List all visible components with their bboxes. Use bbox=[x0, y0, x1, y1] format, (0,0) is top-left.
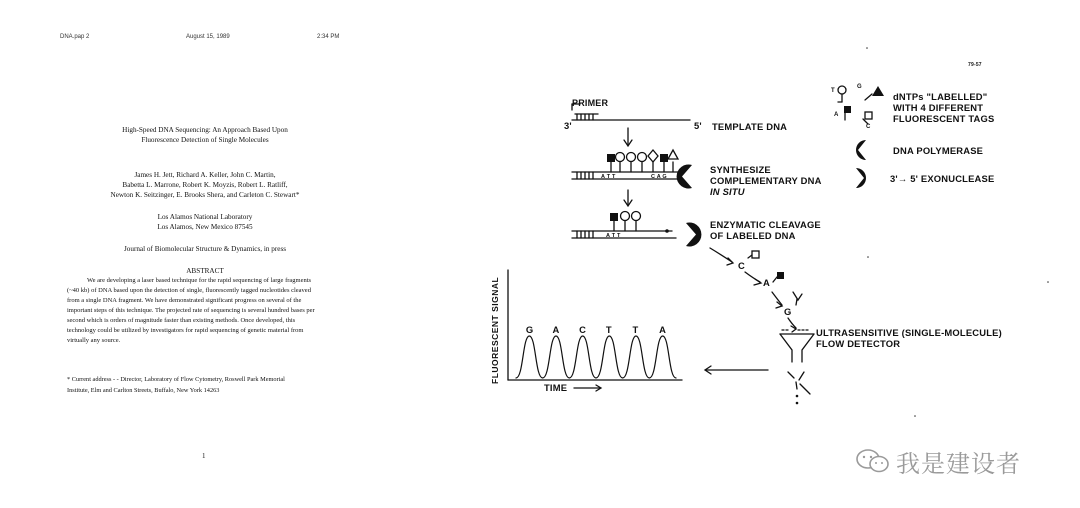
cleaved-base-g: G bbox=[784, 306, 792, 317]
three-prime-label: 3' bbox=[564, 120, 572, 131]
author-list bbox=[60, 170, 350, 201]
legend-line: dNTPs "LABELLED" bbox=[893, 91, 988, 102]
page-number: 1 bbox=[202, 452, 206, 460]
peak-label: C bbox=[579, 324, 587, 335]
left-page bbox=[0, 0, 420, 508]
wechat-icon bbox=[854, 447, 892, 475]
legend-polymerase-icon bbox=[856, 140, 866, 160]
signal-trace bbox=[516, 336, 676, 378]
figure-graphics bbox=[420, 0, 1080, 508]
cleaved-base-a: A bbox=[763, 277, 770, 288]
detector-line: ULTRASENSITIVE (SINGLE-MOLECULE) bbox=[816, 327, 1002, 338]
scan-speck bbox=[1047, 281, 1049, 283]
legend-dntps bbox=[893, 91, 994, 124]
strand-bases-left: A T T bbox=[601, 174, 616, 180]
tag-letter-g: G bbox=[857, 84, 862, 90]
step-synthesize bbox=[710, 164, 822, 197]
corner-mark: 79-57 bbox=[968, 62, 982, 68]
paper-title bbox=[60, 125, 350, 145]
watermark bbox=[854, 446, 1021, 476]
step-cleavage bbox=[710, 219, 821, 241]
abstract-heading: ABSTRACT bbox=[186, 267, 224, 275]
footnote-line: * Current address - - Director, Laboratory of Flow Cytometry, Roswell Park Memorial bbox=[67, 376, 285, 383]
step-line: SYNTHESIZE bbox=[710, 164, 771, 175]
affiliation-line: Los Alamos, New Mexico 87545 bbox=[157, 223, 253, 232]
abstract-line: technology could be utilized by investigators for rapid sequencing of genetic material from bbox=[67, 327, 304, 334]
affiliation bbox=[60, 212, 350, 232]
legend-line: WITH 4 DIFFERENT bbox=[893, 102, 984, 113]
strand-bases-right: C A G bbox=[651, 174, 667, 180]
plot-xlabel: TIME bbox=[544, 382, 568, 393]
step-line: ENZYMATIC CLEAVAGE bbox=[710, 219, 821, 230]
template-dna-label: TEMPLATE DNA bbox=[712, 121, 788, 132]
journal-line: Journal of Biomolecular Structure & Dynamics, in press bbox=[123, 245, 287, 253]
scan-speck bbox=[914, 415, 916, 417]
legend-line: FLUORESCENT TAGS bbox=[893, 113, 995, 124]
flow-detector bbox=[780, 330, 814, 404]
five-prime-label: 5' bbox=[694, 120, 702, 131]
abstract-line: important steps of this technique. The projected rate of sequencing is several hundred bases per bbox=[67, 307, 315, 314]
title-line: Fluorescence Detection of Single Molecules bbox=[141, 136, 269, 145]
detector-line: FLOW DETECTOR bbox=[816, 338, 901, 349]
peak-label: A bbox=[552, 324, 560, 335]
tag-letter-t: T bbox=[831, 88, 835, 94]
scan-speck bbox=[866, 47, 868, 49]
released-nucleotides bbox=[710, 248, 802, 332]
step-line: OF LABELED DNA bbox=[710, 230, 796, 241]
peak-label: T bbox=[632, 324, 639, 335]
abstract-line: (~40 kb) of DNA based upon the detection of single, fluorescently tagged nucleotides cleaved bbox=[67, 287, 311, 294]
abstract-line: We are developing a laser based technique for the rapid sequencing of large fragments bbox=[87, 277, 312, 284]
footnote bbox=[67, 375, 357, 396]
peak-label: A bbox=[659, 324, 667, 335]
sequencing-figure bbox=[420, 0, 1080, 508]
step-line: IN SITU bbox=[710, 186, 745, 197]
footnote-line: Institute, Elm and Carlton Streets, Buffalo, New York 14263 bbox=[67, 386, 220, 394]
watermark-text: 我是建设者 bbox=[896, 449, 1021, 478]
author-line: James H. Jett, Richard A. Keller, John C. Martin, bbox=[134, 171, 276, 179]
affiliation-line: Los Alamos National Laboratory bbox=[157, 213, 253, 221]
abstract-line: from a single DNA fragment. We have demonstrated significant progress on several of the bbox=[67, 297, 302, 304]
legend-exonuclease: 3'→ 5' EXONUCLEASE bbox=[890, 173, 995, 184]
scan-speck bbox=[867, 256, 869, 258]
primer-label: PRIMER bbox=[572, 98, 609, 108]
abstract-line: second which is orders of magnitude faster than existing methods. Once developed, this bbox=[67, 317, 296, 324]
legend-polymerase: DNA POLYMERASE bbox=[893, 145, 984, 156]
tag-letter-a: A bbox=[834, 112, 839, 118]
peak-label: G bbox=[525, 324, 534, 335]
header-time: 2:34 PM bbox=[317, 34, 340, 40]
exonuclease-icon bbox=[686, 222, 701, 246]
author-line: Babetta L. Marrone, Robert K. Moyzis, Robert L. Ratliff, bbox=[122, 181, 288, 190]
cleavage-strand bbox=[572, 212, 676, 239]
tag-letter-c: C bbox=[866, 124, 871, 130]
polymerase-icon bbox=[677, 165, 692, 189]
title-line: High-Speed DNA Sequencing: An Approach Based Upon bbox=[122, 126, 288, 134]
strand3-bases: A T T bbox=[606, 233, 621, 239]
peak-label: T bbox=[605, 324, 612, 335]
abstract-body bbox=[67, 276, 357, 346]
plot-ylabel: FLUORESCENT SIGNAL bbox=[490, 276, 500, 384]
step-line: COMPLEMENTARY DNA bbox=[710, 175, 822, 186]
fluorescence-plot bbox=[508, 270, 682, 380]
detector-label bbox=[816, 327, 1002, 349]
abstract-line: virtually any source. bbox=[67, 337, 121, 344]
author-line: Newton K. Seitzinger, E. Brooks Shera, and Carleton C. Stewart* bbox=[110, 191, 300, 200]
header-filename: DNA.pap 2 bbox=[60, 34, 90, 40]
legend-exonuclease-icon bbox=[856, 168, 866, 188]
header-date: August 15, 1989 bbox=[186, 34, 230, 40]
cleaved-base-c: C bbox=[738, 260, 745, 271]
